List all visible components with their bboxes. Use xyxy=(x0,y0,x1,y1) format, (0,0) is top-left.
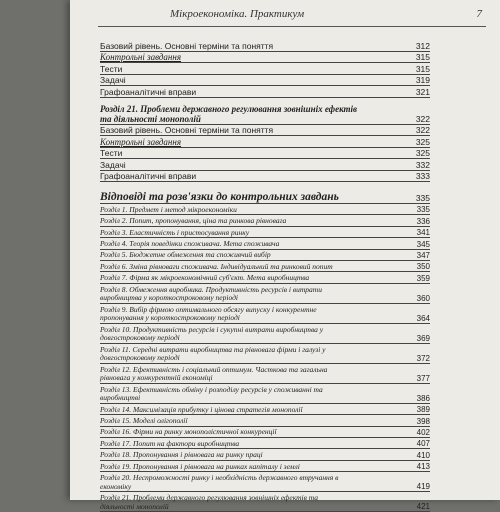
running-header xyxy=(98,6,486,27)
toc-page-number: 419 xyxy=(416,482,430,492)
toc-chapter-entry[interactable] xyxy=(100,284,430,304)
toc-entry-label: Розділ 6. Зміна рівноваги споживача. Індивідуальний та ринковий попит xyxy=(100,261,333,271)
toc-page-number: 386 xyxy=(416,393,430,403)
toc-chapter-entry[interactable] xyxy=(100,364,430,384)
toc-entry-label: Розділ 16. Фірми на ринку монополістичної конкуренції xyxy=(100,427,277,437)
toc-entry-label: Розділ 20. Неспроможності ринку і необхідність державного втручання в економіку xyxy=(100,473,339,491)
running-title: Мікроекономіка. Практикум xyxy=(170,8,305,20)
toc-chapter-entry[interactable] xyxy=(100,261,430,272)
page-number: 7 xyxy=(476,8,482,20)
toc-entry-label: Розділ 2. Попит, пропонування, ціна та ринкова рівновага xyxy=(100,216,287,226)
toc-entry-label: Розділ 18. Пропонування і рівновага на ринку праці xyxy=(100,450,263,460)
toc-entry-label: Розділ 17. Попит на фактори виробництва xyxy=(100,438,240,448)
toc-entry-label: Графоаналітичні вправи xyxy=(100,86,197,97)
toc-entry-label: Розділ 12. Ефективність і соціальний оптимум. Часткова та загальна рівновага у конкурентній економіці xyxy=(100,364,328,383)
toc-entry-label: Розділ 4. Теорія поведінки споживача. Мета споживача xyxy=(100,239,280,249)
toc-chapter-entry[interactable] xyxy=(100,404,430,415)
toc-entry-label: Розділ 9. Вибір фірмою оптимального обсягу випуску і конкурентне пропонування у короткостроковому періоді xyxy=(100,304,317,323)
toc-page-number: 413 xyxy=(416,462,430,472)
toc-page-number: 312 xyxy=(415,40,430,51)
toc-entry-label: Контрольні завдання xyxy=(100,136,182,147)
toc-chapter-entry[interactable] xyxy=(100,427,430,438)
toc-page-number: 407 xyxy=(416,439,430,449)
toc-page-number: 421 xyxy=(416,502,430,512)
toc-answers-heading[interactable] xyxy=(100,189,430,204)
book-page xyxy=(70,0,500,512)
toc-chapter-entry[interactable] xyxy=(100,272,430,283)
toc-page-number: 398 xyxy=(416,416,430,426)
toc-page-number: 321 xyxy=(415,86,430,97)
toc-entry-label: Розділ 10. Продуктивність ресурсів і сукупні витрати виробництва у довгостроковому періоді xyxy=(100,324,324,343)
toc-page-number: 332 xyxy=(415,159,430,170)
toc-entry-label: Базовий рівень. Основні терміни та поняття xyxy=(100,125,274,135)
toc-chapter-entry[interactable] xyxy=(100,438,430,449)
toc-chapter-entry[interactable] xyxy=(100,461,430,472)
toc-chapter-entry[interactable] xyxy=(100,238,430,249)
toc-page-number: 325 xyxy=(415,136,430,147)
toc-entry-label: Розділ 5. Бюджетне обмеження та споживчий вибір xyxy=(100,250,271,260)
toc-page-number: 322 xyxy=(415,113,430,124)
toc-entry-label: Розділ 13. Ефективність обміну і розподілу ресурсів у споживанні та виробництві xyxy=(100,384,323,403)
toc-page-number: 315 xyxy=(415,63,430,74)
toc-page-number: 360 xyxy=(416,293,430,303)
toc-entry[interactable] xyxy=(100,52,430,64)
toc-entry-label: Розділ 11. Середні витрати виробництва та рівновага фірми і галузі у довгостроковому періоді xyxy=(100,344,326,363)
toc-chapter-entry[interactable] xyxy=(100,384,430,404)
toc-entry-label: Розділ 15. Моделі олігополії xyxy=(100,416,188,426)
toc-chapter-entry[interactable] xyxy=(100,304,430,324)
toc-page-number: 377 xyxy=(416,373,430,383)
toc-chapter-entry[interactable] xyxy=(100,449,430,460)
toc-page-number: 402 xyxy=(416,427,430,437)
toc-answers-label: Відповіді та розв'язки до контрольних завдань xyxy=(100,191,339,203)
toc-entry-label: Розділ 1. Предмет і метод мікроекономіки xyxy=(100,204,237,214)
table-of-contents xyxy=(100,40,430,512)
toc-page-number: 325 xyxy=(415,148,430,158)
toc-entry[interactable] xyxy=(100,125,430,137)
toc-entry-label: Тести xyxy=(100,63,123,74)
toc-entry-label: Розділ 21. Проблеми державного регулювання зовнішніх ефектів та діяльності монополій xyxy=(100,493,319,511)
toc-chapter-entry[interactable] xyxy=(100,227,430,238)
toc-chapter-entry[interactable] xyxy=(100,215,430,226)
toc-top-list xyxy=(100,40,430,98)
toc-entry[interactable] xyxy=(100,75,430,87)
toc-entry-label: Розділ 8. Обмеження виробника. Продуктивність ресурсів і витрати виробництва у короткостроковому періоді xyxy=(100,284,322,303)
toc-page-number: 336 xyxy=(416,216,430,226)
toc-page-number: 335 xyxy=(415,193,430,203)
toc-page-number: 364 xyxy=(416,313,430,323)
toc-page-number: 322 xyxy=(415,125,430,135)
toc-entry-label: Розділ 3. Еластичність і пристосування ринку xyxy=(100,227,250,237)
toc-entry-label: Контрольні завдання xyxy=(100,52,182,62)
toc-page-number: 333 xyxy=(415,171,430,181)
toc-chapter-entry[interactable] xyxy=(100,492,430,512)
toc-page-number: 341 xyxy=(416,228,430,238)
toc-page-number: 350 xyxy=(416,262,430,272)
toc-page-number: 347 xyxy=(416,250,430,260)
toc-page-number: 315 xyxy=(415,52,430,62)
toc-page-number: 410 xyxy=(416,450,430,460)
toc-page-number: 319 xyxy=(415,75,430,85)
toc-page-number: 359 xyxy=(416,273,430,283)
toc-chapter-entry[interactable] xyxy=(100,472,430,492)
toc-chapter-entry[interactable] xyxy=(100,250,430,261)
toc-entry-label: Базовий рівень. Основні терміни та поняття xyxy=(100,40,274,51)
toc-entry[interactable] xyxy=(100,136,430,148)
toc-chapter-list xyxy=(100,204,430,512)
toc-entry-label: Розділ 7. Фірма як мікроекономічний суб'єкт. Мета виробництва xyxy=(100,273,310,283)
toc-page-number: 369 xyxy=(416,333,430,343)
toc-entry-label: Розділ 14. Максимізація прибутку і цінова стратегія монополії xyxy=(100,404,303,414)
toc-entry[interactable] xyxy=(100,171,430,183)
toc-chapter-entry[interactable] xyxy=(100,324,430,344)
toc-page-number: 345 xyxy=(416,239,430,249)
toc-entry-label: Задачі xyxy=(100,75,126,85)
toc-section-21-list xyxy=(100,125,430,183)
toc-entry-label: Тести xyxy=(100,148,123,158)
toc-entry[interactable] xyxy=(100,148,430,160)
toc-section-label: Розділ 21. Проблеми державного регулювання зовнішніх ефектів та діяльності монополій xyxy=(100,103,358,124)
toc-chapter-entry[interactable] xyxy=(100,344,430,364)
toc-chapter-entry[interactable] xyxy=(100,204,430,215)
toc-entry[interactable] xyxy=(100,63,430,75)
toc-entry[interactable] xyxy=(100,159,430,171)
toc-entry[interactable] xyxy=(100,40,430,52)
toc-entry-label: Розділ 19. Пропонування і рівновага на ринках капіталу і землі xyxy=(100,461,300,471)
toc-entry-label: Задачі xyxy=(100,159,126,170)
toc-entry[interactable] xyxy=(100,86,430,98)
toc-page-number: 389 xyxy=(416,405,430,415)
toc-page-number: 335 xyxy=(416,205,430,215)
toc-page-number: 372 xyxy=(416,353,430,363)
toc-entry-label: Графоаналітичні вправи xyxy=(100,171,197,181)
toc-chapter-entry[interactable] xyxy=(100,415,430,426)
toc-section-21[interactable] xyxy=(100,104,430,125)
